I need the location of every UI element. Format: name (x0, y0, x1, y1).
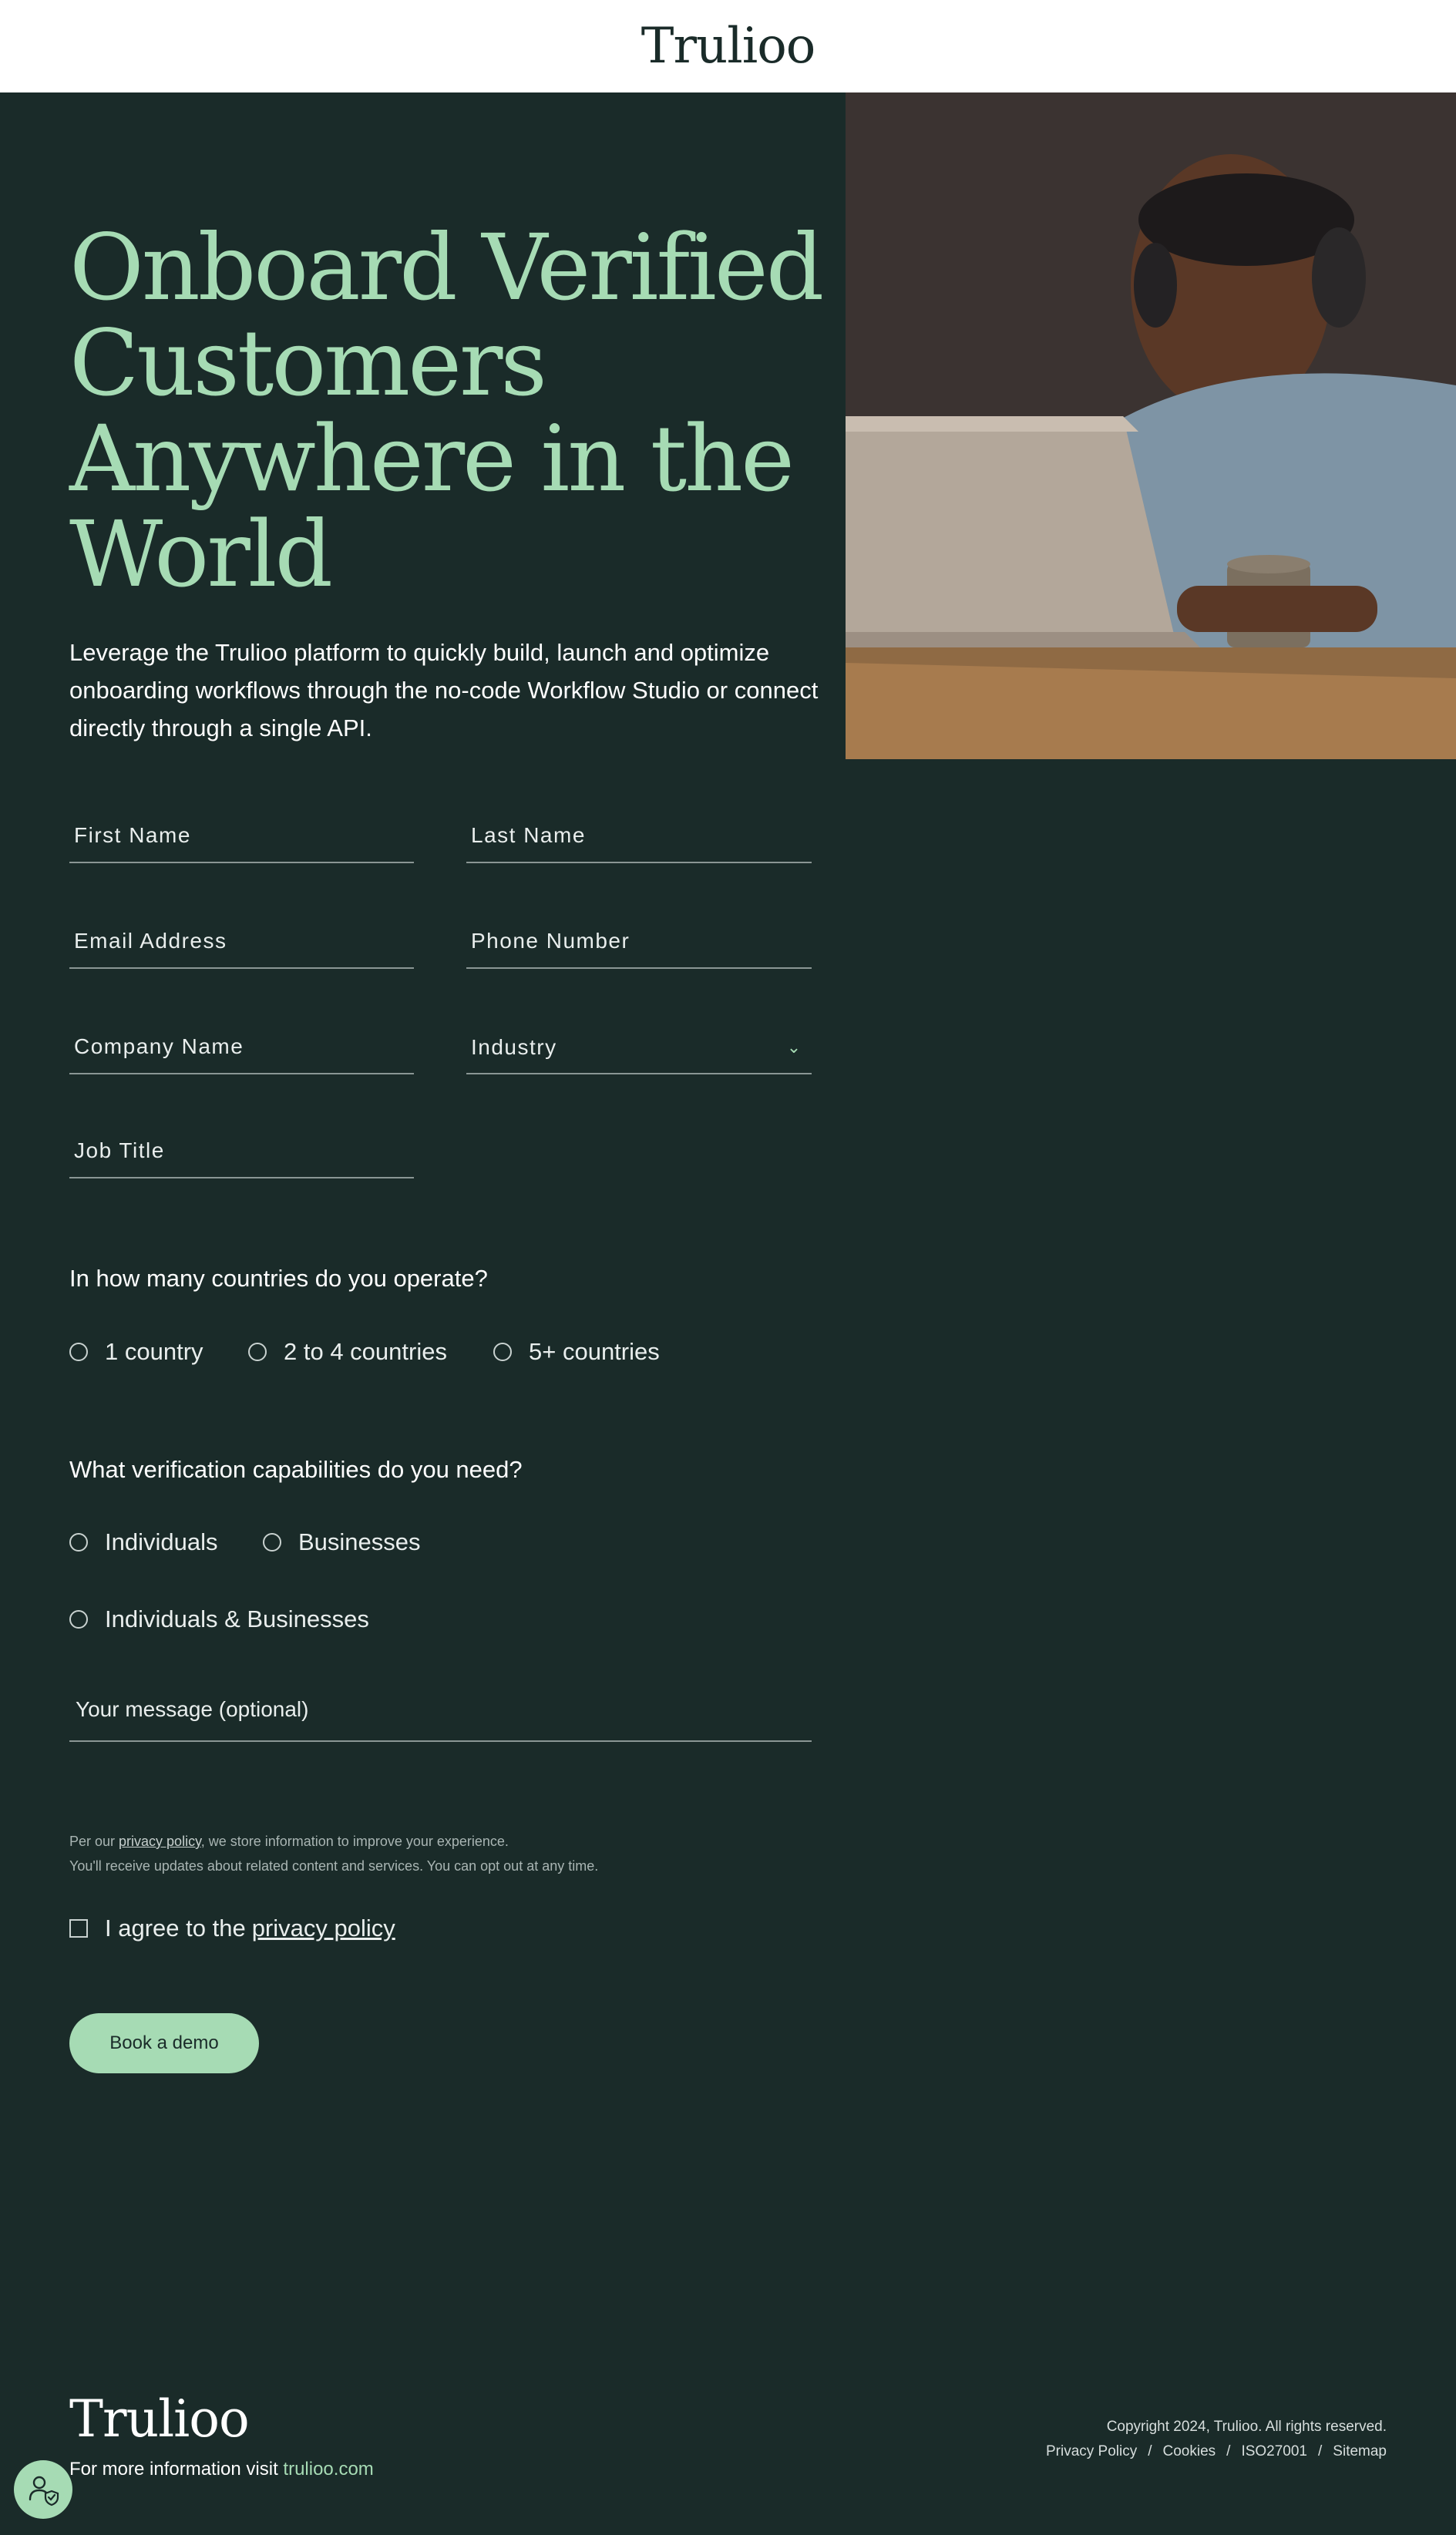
footer-separator: / (1148, 2443, 1152, 2459)
industry-select-value: Industry (471, 1035, 557, 1059)
footer-info (69, 2459, 374, 2480)
hero-description: Leverage the Trulioo platform to quickly build, launch and optimize onboarding workflows through the no-code Workflow Studio or connect directly through a single API. (69, 639, 819, 741)
privacy-notice-line2: You'll receive updates about related content and services. You can opt out at any time. (69, 1858, 599, 1874)
radio-circle[interactable] (69, 1343, 88, 1361)
radio-label: 2 to 4 countries (284, 1338, 447, 1365)
privacy-notice-line1 (69, 1829, 840, 1854)
footer-logo[interactable]: Trulioo (69, 2389, 249, 2449)
privacy-notice-suffix: , we store information to improve your experience. (200, 1834, 509, 1849)
radio-label: Individuals (105, 1528, 218, 1555)
email-input[interactable] (69, 915, 414, 967)
privacy-policy-link[interactable]: privacy policy (119, 1834, 201, 1849)
first-name-input[interactable] (69, 809, 414, 862)
hero-photo (846, 92, 1456, 759)
last-name-input[interactable] (466, 809, 812, 862)
radio-label: Individuals & Businesses (105, 1605, 369, 1632)
message-field[interactable] (69, 1680, 812, 1742)
agree-privacy-policy-link[interactable]: privacy policy (251, 1915, 395, 1942)
footer-links (1046, 2443, 1387, 2460)
radio-circle[interactable] (493, 1343, 512, 1361)
agree-checkbox[interactable] (69, 1915, 395, 1942)
email-field[interactable] (69, 915, 414, 969)
countries-question: In how many countries do you operate? (69, 1265, 488, 1292)
footer-site-link[interactable]: trulioo.com (283, 2459, 374, 2480)
footer-link-iso27001[interactable]: ISO27001 (1241, 2443, 1308, 2459)
last-name-field[interactable] (466, 809, 812, 863)
radio-label: Businesses (298, 1528, 421, 1555)
agree-label: I agree to the (105, 1915, 246, 1942)
radio-circle[interactable] (69, 1533, 88, 1552)
phone-field[interactable] (466, 915, 812, 969)
user-shield-icon[interactable] (14, 2460, 72, 2519)
company-field[interactable] (69, 1020, 414, 1074)
footer-separator: / (1226, 2443, 1231, 2459)
chevron-down-icon: ⌄ (786, 1037, 802, 1057)
footer-separator: / (1318, 2443, 1323, 2459)
message-input[interactable] (69, 1680, 812, 1740)
radio-circle[interactable] (263, 1533, 281, 1552)
privacy-notice-prefix: Per our (69, 1834, 119, 1849)
radio-individuals-and-businesses[interactable] (69, 1605, 369, 1633)
book-demo-button[interactable]: Book a demo (69, 2013, 259, 2073)
industry-select[interactable] (466, 1020, 812, 1074)
copyright: Copyright 2024, Trulioo. All rights reserved. (1106, 2419, 1387, 2435)
radio-circle[interactable] (69, 1610, 88, 1629)
radio-individuals[interactable] (69, 1528, 217, 1556)
first-name-field[interactable] (69, 809, 414, 863)
header-logo[interactable]: Trulioo (641, 18, 815, 75)
footer-link-sitemap[interactable]: Sitemap (1333, 2443, 1387, 2459)
top-header (0, 0, 1456, 92)
footer-info-text: For more information visit (69, 2459, 284, 2480)
radio-label: 1 country (105, 1338, 203, 1365)
radio-circle[interactable] (248, 1343, 267, 1361)
capabilities-question: What verification capabilities do you need? (69, 1456, 523, 1483)
radio-2-to-4-countries[interactable] (248, 1338, 447, 1366)
radio-businesses[interactable] (263, 1528, 421, 1556)
radio-label: 5+ countries (529, 1338, 660, 1365)
footer-link-cookies[interactable]: Cookies (1162, 2443, 1216, 2459)
job-title-field[interactable] (69, 1125, 414, 1178)
checkbox-box[interactable] (69, 1919, 88, 1938)
footer-link-privacy-policy[interactable]: Privacy Policy (1045, 2443, 1138, 2459)
privacy-notice (69, 1829, 840, 1878)
phone-input[interactable] (466, 915, 812, 967)
radio-1-country[interactable] (69, 1338, 203, 1366)
radio-5-plus-countries[interactable] (493, 1338, 660, 1366)
job-title-input[interactable] (69, 1125, 414, 1177)
company-input[interactable] (69, 1020, 414, 1073)
page-title: Onboard Verified Customers Anywhere in the World (69, 214, 822, 607)
